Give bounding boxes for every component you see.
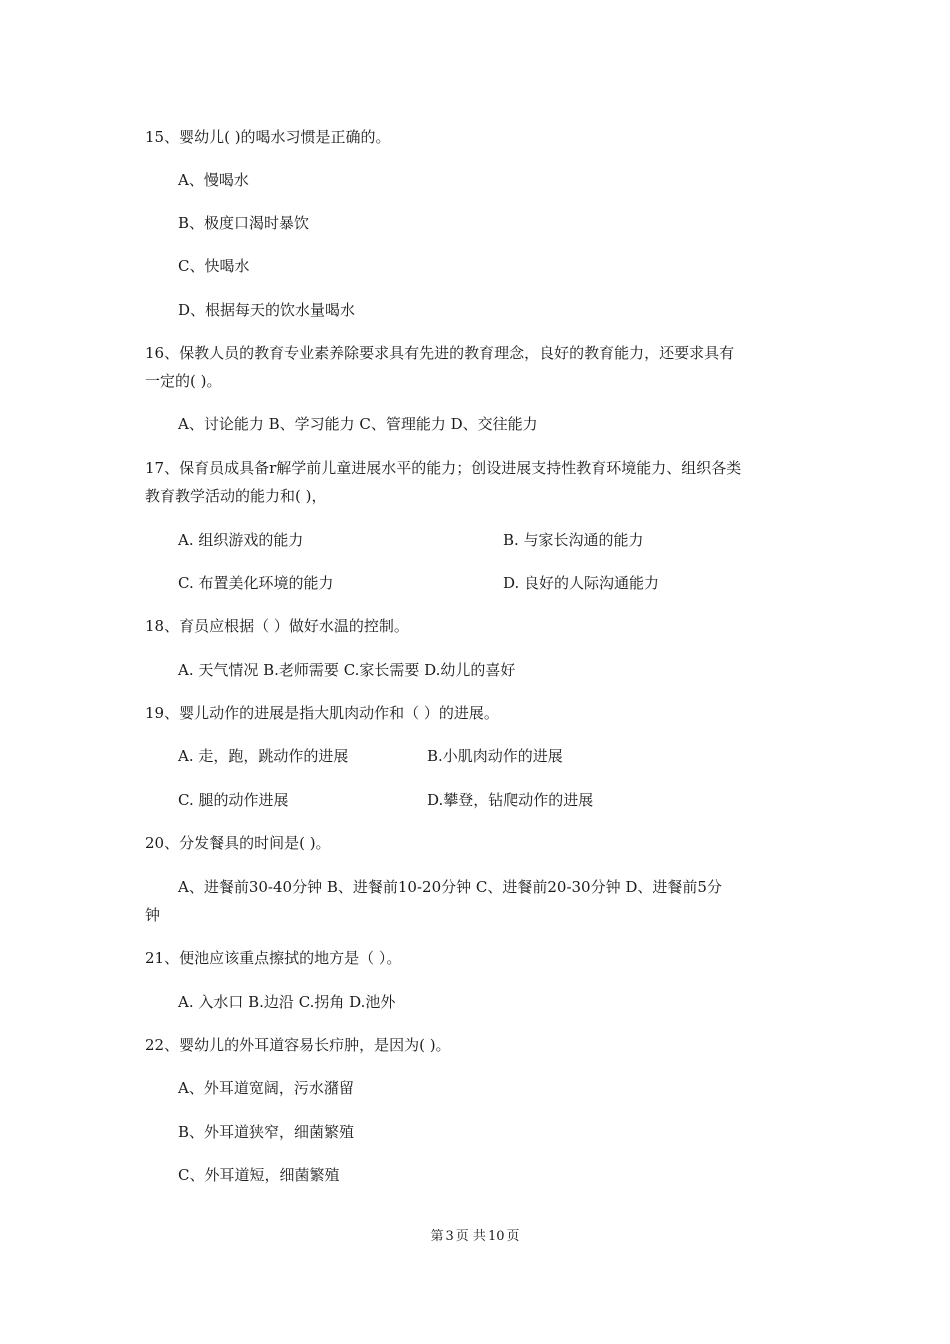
question-15-option-b: B、极度口渴时暴饮 — [178, 214, 310, 232]
question-22-option-a: A、外耳道宽阔，污水潴留 — [178, 1079, 354, 1097]
footer-page-label: 第 — [430, 1229, 444, 1244]
page-footer — [0, 1228, 950, 1246]
question-19-option-b: B.小肌肉动作的进展 — [427, 747, 563, 765]
question-20-options-line1: A、进餐前30-40分钟 B、进餐前10-20分钟 C、进餐前20-30分钟 D、进餐前5分 — [178, 878, 722, 896]
question-17-option-c: C. 布置美化环境的能力 — [178, 574, 334, 592]
question-22-option-c: C、外耳道短，细菌繁殖 — [178, 1166, 340, 1184]
footer-total-pages: 10 — [487, 1229, 505, 1244]
question-22-option-b: B、外耳道狭窄，细菌繁殖 — [178, 1123, 355, 1141]
question-17-option-d: D. 良好的人际沟通能力 — [503, 574, 660, 592]
question-18-stem: 18、育员应根据（ ）做好水温的控制。 — [145, 617, 409, 635]
question-20-stem: 20、分发餐具的时间是( )。 — [145, 834, 331, 852]
question-17-option-b: B. 与家长沟通的能力 — [503, 531, 644, 549]
question-21-stem: 21、便池应该重点擦拭的地方是（ ）。 — [145, 949, 402, 967]
question-17-option-a: A. 组织游戏的能力 — [178, 531, 304, 549]
question-15-stem: 15、婴幼儿( )的喝水习惯是正确的。 — [145, 128, 391, 146]
question-17-stem-line2: 教育教学活动的能力和( )， — [145, 487, 327, 505]
question-15-option-d: D、根据每天的饮水量喝水 — [178, 301, 356, 319]
footer-page-number: 3 — [445, 1229, 454, 1244]
question-15-option-a: A、慢喝水 — [178, 171, 249, 189]
question-15-option-c: C、快喝水 — [178, 257, 250, 275]
question-21-options: A. 入水口 B.边沿 C.拐角 D.池外 — [178, 993, 396, 1011]
question-19-option-a: A. 走，跑，跳动作的进展 — [178, 747, 349, 765]
footer-pages-label: 页 — [506, 1229, 520, 1244]
question-19-option-c: C. 腿的动作进展 — [178, 791, 289, 809]
question-22-stem: 22、婴幼儿的外耳道容易长疖肿，是因为( )。 — [145, 1036, 451, 1054]
question-16-options: A、讨论能力 B、学习能力 C、管理能力 D、交往能力 — [178, 415, 538, 433]
question-17-stem-line1: 17、保育员成具备r解学前儿童进展水平的能力；创设进展支持性教育环境能力、组织各类 — [145, 459, 742, 477]
question-18-options: A. 天气情况 B.老师需要 C.家长需要 D.幼儿的喜好 — [178, 661, 516, 679]
question-16-stem-line1: 16、保教人员的教育专业素养除要求具有先进的教育理念，良好的教育能力，还要求具有 — [145, 344, 735, 362]
question-19-stem: 19、婴儿动作的进展是指大肌肉动作和（ ）的进展。 — [145, 704, 499, 722]
question-16-stem-line2: 一定的( )。 — [145, 372, 222, 390]
question-20-options-line2: 钟 — [145, 906, 161, 924]
footer-of-label: 页 共 — [455, 1229, 486, 1244]
question-19-option-d: D.攀登，钻爬动作的进展 — [427, 791, 594, 809]
